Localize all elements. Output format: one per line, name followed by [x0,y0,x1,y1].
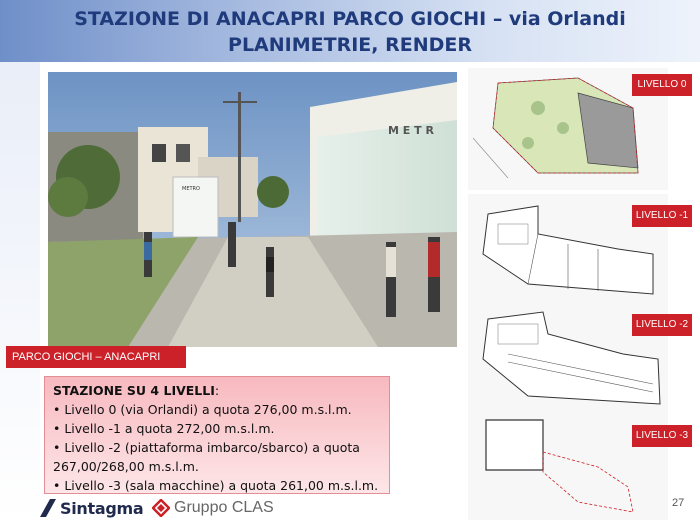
sintagma-logo [40,497,143,519]
metro-sign-main: M E T R [388,124,434,137]
station-render-image [48,72,457,347]
clas-logo [152,497,274,519]
level-item-0: • Livello 0 (via Orlandi) a quota 276,00 m.s.l.m. [53,402,352,417]
render-caption: PARCO GIOCHI – ANACAPRI [6,346,186,368]
page-number: 27 [672,497,685,509]
page-title: STAZIONE DI ANACAPRI PARCO GIOCHI – via Orlandi [74,8,626,30]
metro-sign-small: METRO [182,186,200,192]
level-minus-2-label: LIVELLO -2 [632,314,692,336]
level-minus-3-label: LIVELLO -3 [632,425,692,447]
left-decorative-strip [0,62,40,522]
level-minus-1-label: LIVELLO -1 [632,205,692,227]
clas-logo-text: Gruppo CLAS [174,499,274,516]
level-item-2: • Livello -2 (piattaforma imbarco/sbarco) a quota 267,00/268,00 m.s.l.m. [53,440,360,474]
info-heading: STAZIONE SU 4 LIVELLI [53,383,215,398]
level-0-label: LIVELLO 0 [632,74,692,96]
clas-mark-icon [152,499,170,517]
levels-list [53,400,381,495]
level-item-1: • Livello -1 a quota 272,00 m.s.l.m. [53,421,275,436]
page-subtitle: PLANIMETRIE, RENDER [228,34,472,56]
sintagma-mark-icon [40,499,56,517]
level-item-3: • Livello -3 (sala macchine) a quota 261,00 m.s.l.m. [53,478,379,493]
info-heading-line [53,381,381,400]
info-heading-colon: : [214,383,220,398]
info-box [44,376,390,494]
sintagma-logo-text: Sintagma [60,498,144,518]
